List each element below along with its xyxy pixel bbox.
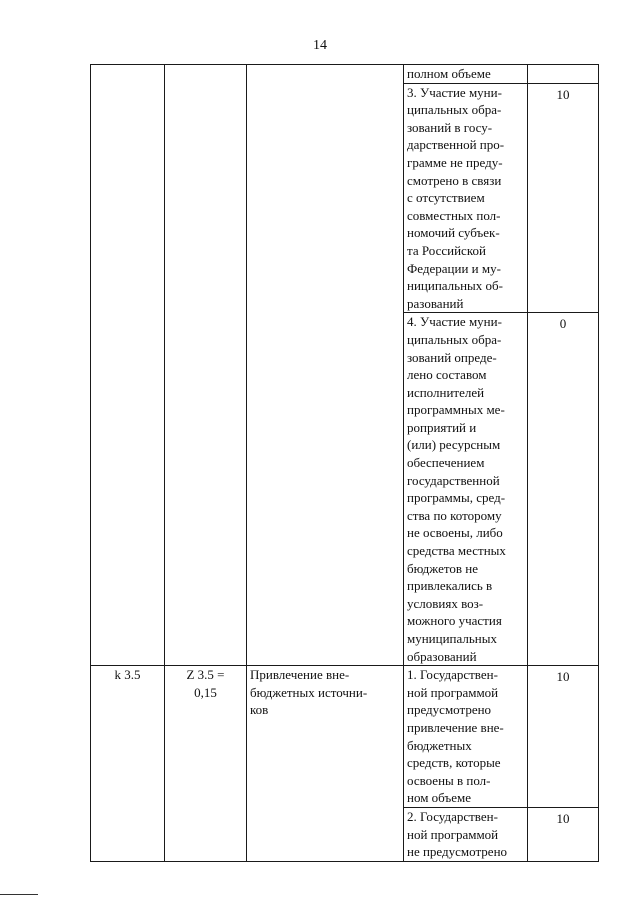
score-cell: 10 <box>528 83 599 313</box>
table-row <box>91 666 599 808</box>
score-cell <box>528 65 599 84</box>
score-cell: 10 <box>528 666 599 808</box>
weight-cell-empty <box>165 65 247 666</box>
criterion-cell: 4. Участие муни- ципальных обра- зований опреде- лено составом исполнителей программных ме- роприятий и (или) ресурсным обеспечением государственной программы, сред- ства по которому не освоены, либо средства местных бюджетов не привлекались в условиях воз- можного участия муниципальных образований <box>404 313 528 666</box>
indicator-code: k 3.5 <box>91 666 165 862</box>
criterion-cell: 2. Государствен- ной программой не предусмотрено <box>404 807 528 861</box>
name-cell-empty <box>247 65 404 666</box>
indicator-name: Привлечение вне- бюджетных источни- ков <box>247 666 404 862</box>
score-cell: 0 <box>528 313 599 666</box>
criterion-cell: 3. Участие муни- ципальных обра- зований в госу- дарственной про- грамме не преду- смотрено в связи с отсутствием совместных пол- номочий субъек- та Российской Федерации и му- ниципальных об- разований <box>404 83 528 313</box>
criterion-cell: полном объеме <box>404 65 528 84</box>
code-cell-empty <box>91 65 165 666</box>
indicator-weight: Z 3.5 = 0,15 <box>165 666 247 862</box>
criteria-table <box>90 64 599 862</box>
table-row <box>91 65 599 84</box>
score-cell: 10 <box>528 807 599 861</box>
page-number: 14 <box>313 38 327 53</box>
criterion-cell: 1. Государствен- ной программой предусмотрено привлечение вне- бюджетных средств, которые освоены в пол- ном объеме <box>404 666 528 808</box>
scan-edge-mark <box>0 894 38 895</box>
